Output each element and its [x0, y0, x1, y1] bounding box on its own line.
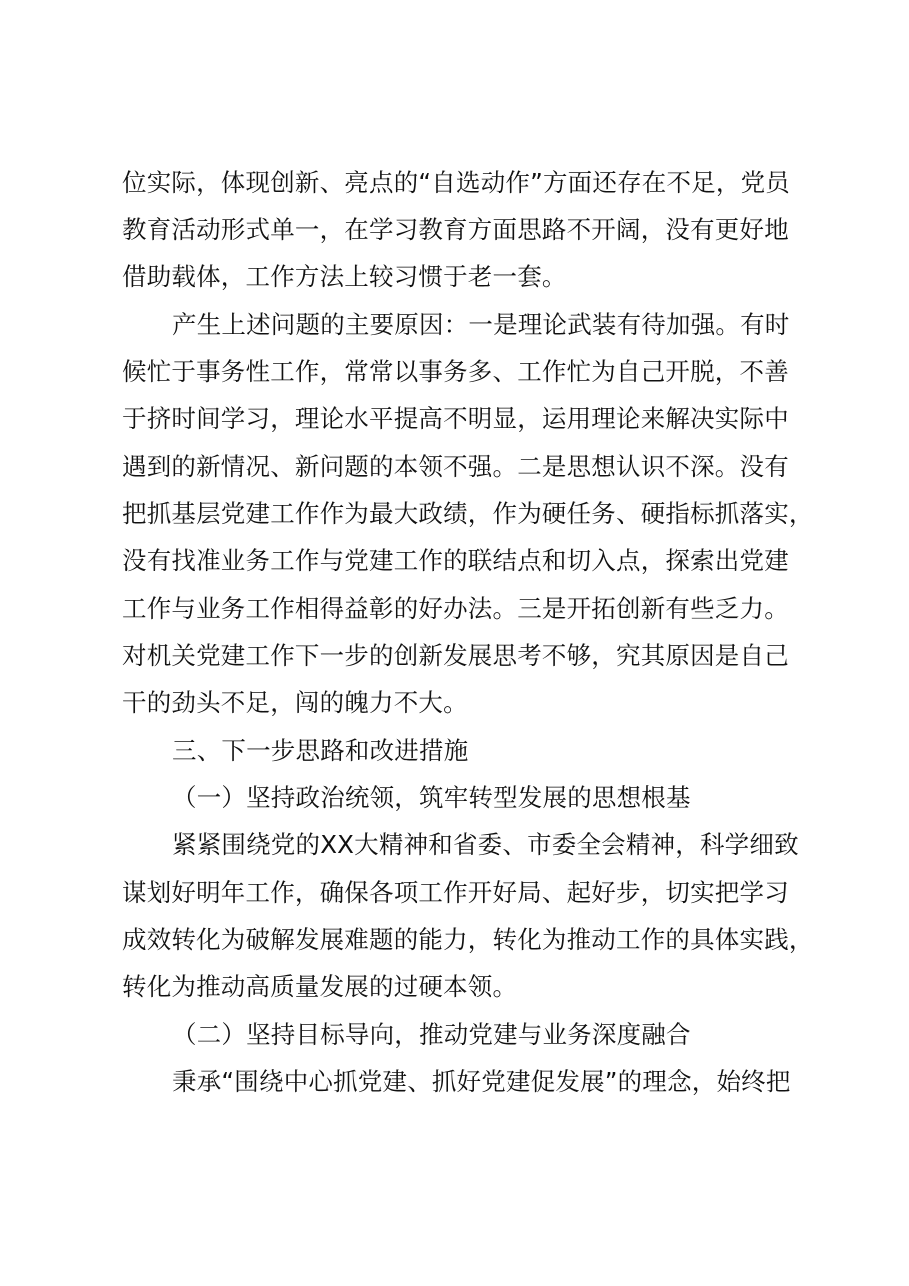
text-line: 把抓基层党建工作作为最大政绩，作为硬任务、硬指标抓落实， — [122, 499, 814, 528]
text-line: 产生上述问题的主要原因：一是理论武装有待加强。有时 — [172, 310, 790, 339]
text-line: 于挤时间学习，理论水平提高不明显，运用理论来解决实际中 — [122, 404, 789, 433]
text-line: 紧紧围绕党的XX大精神和省委、市委全会精神，科学细致 — [172, 830, 799, 859]
text-line: 没有找准业务工作与党建工作的联结点和切入点，探索出党建 — [122, 546, 789, 575]
text-line: 位实际，体现创新、亮点的“自选动作”方面还存在不足，党员 — [122, 168, 790, 197]
text-line: 候忙于事务性工作，常常以事务多、工作忙为自己开脱，不善 — [122, 357, 789, 386]
text-line: 工作与业务工作相得益彰的好办法。三是开拓创新有些乏力。 — [122, 594, 789, 623]
text-line: 转化为推动高质量发展的过硬本领。 — [122, 972, 518, 1001]
text-line: 干的劲头不足，闯的魄力不大。 — [122, 688, 468, 717]
text-line: 秉承“围绕中心抓党建、抓好党建促发展”的理念，始终把 — [172, 1067, 791, 1096]
text-line: 成效转化为破解发展难题的能力，转化为推动工作的具体实践， — [122, 925, 814, 954]
text-line: 借助载体，工作方法上较习惯于老一套。 — [122, 262, 567, 291]
text-line: 遇到的新情况、新问题的本领不强。二是思想认识不深。没有 — [122, 452, 789, 481]
subsection-heading: （二）坚持目标导向，推动党建与业务深度融合 — [172, 1020, 691, 1049]
section-heading: 三、下一步思路和改进措施 — [172, 736, 469, 765]
text-line: 对机关党建工作下一步的创新发展思考不够，究其原因是自己 — [122, 641, 789, 670]
text-line: 谋划好明年工作，确保各项工作开好局、起好步，切实把学习 — [122, 878, 789, 907]
text-line: 教育活动形式单一，在学习教育方面思路不开阔，没有更好地 — [122, 215, 789, 244]
subsection-heading: （一）坚持政治统领，筑牢转型发展的思想根基 — [172, 783, 691, 812]
